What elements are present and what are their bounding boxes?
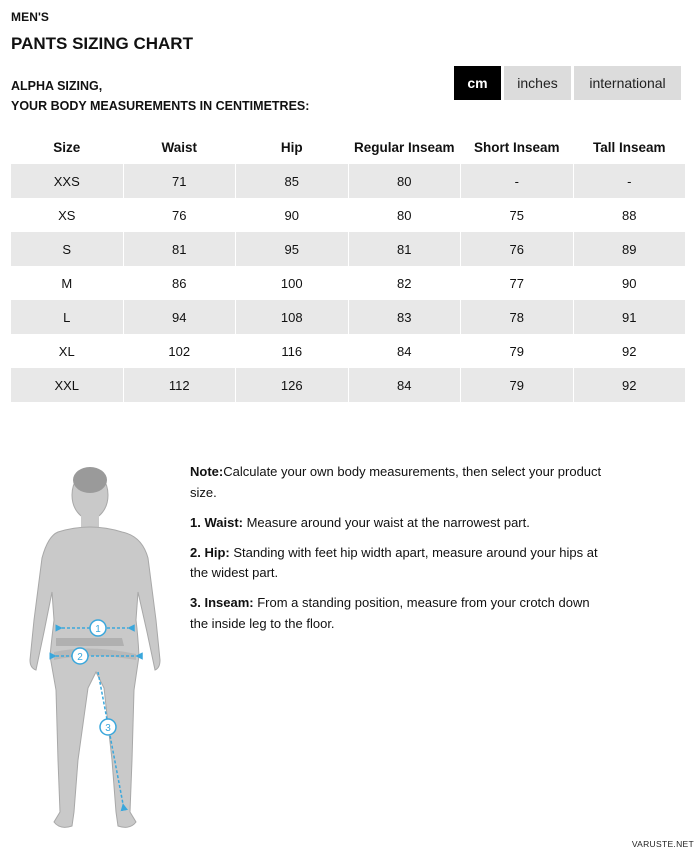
waist-label: 1. Waist: (190, 514, 243, 530)
table-cell: XS (58, 207, 76, 223)
table-cell: 92 (573, 334, 686, 368)
hip-text: Standing with feet hip width apart, measure around your hips at the widest part. (190, 544, 598, 580)
page-title: PANTS SIZING CHART (11, 34, 193, 53)
body-measurement-figure (18, 460, 178, 840)
table-cell: XXL (11, 368, 123, 402)
waist-instruction (190, 513, 610, 534)
table-cell: 75 (460, 198, 573, 232)
table-cell: - (573, 164, 686, 198)
unit-tab-international[interactable]: international (574, 66, 681, 100)
column-header-hip: Hip (235, 130, 348, 164)
table-row (11, 266, 685, 300)
table-cell: 95 (235, 232, 348, 266)
hip-instruction (190, 543, 610, 584)
table-cell: M (61, 275, 73, 291)
table-cell: 126 (235, 368, 348, 402)
column-header-waist: Waist (123, 130, 236, 164)
table-header-row (11, 130, 685, 164)
table-cell: L (11, 300, 123, 334)
inseam-instruction (190, 593, 610, 634)
table-cell: 112 (123, 368, 236, 402)
subtitle-line-2: YOUR BODY MEASUREMENTS IN CENTIMETRES: (11, 99, 310, 113)
table-row (11, 300, 685, 334)
watermark: VARUSTE.NET (631, 839, 694, 849)
table-cell: 84 (348, 368, 461, 402)
table-row (11, 334, 685, 368)
measure-marker-2-label: 2 (77, 652, 83, 663)
table-cell: 108 (235, 300, 348, 334)
table-cell: XXS (11, 164, 123, 198)
column-header-regular-inseam: Regular Inseam (348, 130, 461, 164)
note-paragraph (190, 462, 610, 503)
table-cell: 82 (348, 266, 461, 300)
table-row (11, 232, 685, 266)
table-cell: 94 (123, 300, 236, 334)
table-cell: 83 (348, 300, 461, 334)
table-cell: 79 (460, 368, 573, 402)
table-cell: 80 (348, 198, 461, 232)
table-cell: 102 (123, 334, 236, 368)
table-cell: 90 (573, 266, 686, 300)
table-cell: 71 (123, 164, 236, 198)
table-row (11, 164, 685, 198)
subtitle (11, 76, 309, 116)
table-cell: 100 (235, 266, 348, 300)
column-header-size: Size (53, 139, 81, 155)
table-row (11, 198, 685, 232)
table-cell: 85 (235, 164, 348, 198)
table-cell: - (460, 164, 573, 198)
table-cell: 116 (235, 334, 348, 368)
size-table (11, 130, 685, 402)
table-cell: 81 (348, 232, 461, 266)
table-cell: 78 (460, 300, 573, 334)
table-row (11, 368, 685, 402)
table-cell: 90 (235, 198, 348, 232)
table-cell: 86 (123, 266, 236, 300)
table-cell: 76 (460, 232, 573, 266)
table-cell: 84 (348, 334, 461, 368)
note-label: Note: (190, 464, 224, 479)
inseam-label: 3. Inseam: (190, 595, 254, 610)
unit-selector (454, 66, 681, 100)
table-cell: XL (58, 343, 75, 359)
measurement-notes (190, 462, 610, 644)
subtitle-line-1: ALPHA SIZING, (11, 79, 103, 93)
table-cell: S (11, 232, 123, 266)
table-cell: 76 (123, 198, 236, 232)
note-text: Calculate your own body measurements, then select your product size. (190, 464, 602, 500)
column-header-short-inseam: Short Inseam (460, 130, 573, 164)
measure-marker-3-label: 3 (105, 723, 111, 734)
table-cell: 80 (348, 164, 461, 198)
table-cell: 91 (573, 300, 686, 334)
unit-tab-inches[interactable]: inches (504, 66, 571, 100)
measure-marker-1-label: 1 (95, 624, 101, 635)
header-kicker: MEN'S (11, 10, 50, 24)
table-cell: 77 (460, 266, 573, 300)
body-silhouette-illustration (18, 460, 178, 840)
unit-tab-cm[interactable]: cm (454, 66, 501, 100)
table-cell: 88 (573, 198, 686, 232)
table-cell: 89 (573, 232, 686, 266)
hip-label: 2. Hip: (190, 544, 230, 560)
table-cell: 92 (573, 368, 686, 402)
waist-text: Measure around your waist at the narrowest part. (242, 514, 530, 530)
table-cell: 81 (123, 232, 236, 266)
table-cell: 79 (460, 334, 573, 368)
column-header-tall-inseam: Tall Inseam (573, 130, 686, 164)
inseam-text: From a standing position, measure from your crotch down the inside leg to the floor. (190, 595, 590, 631)
